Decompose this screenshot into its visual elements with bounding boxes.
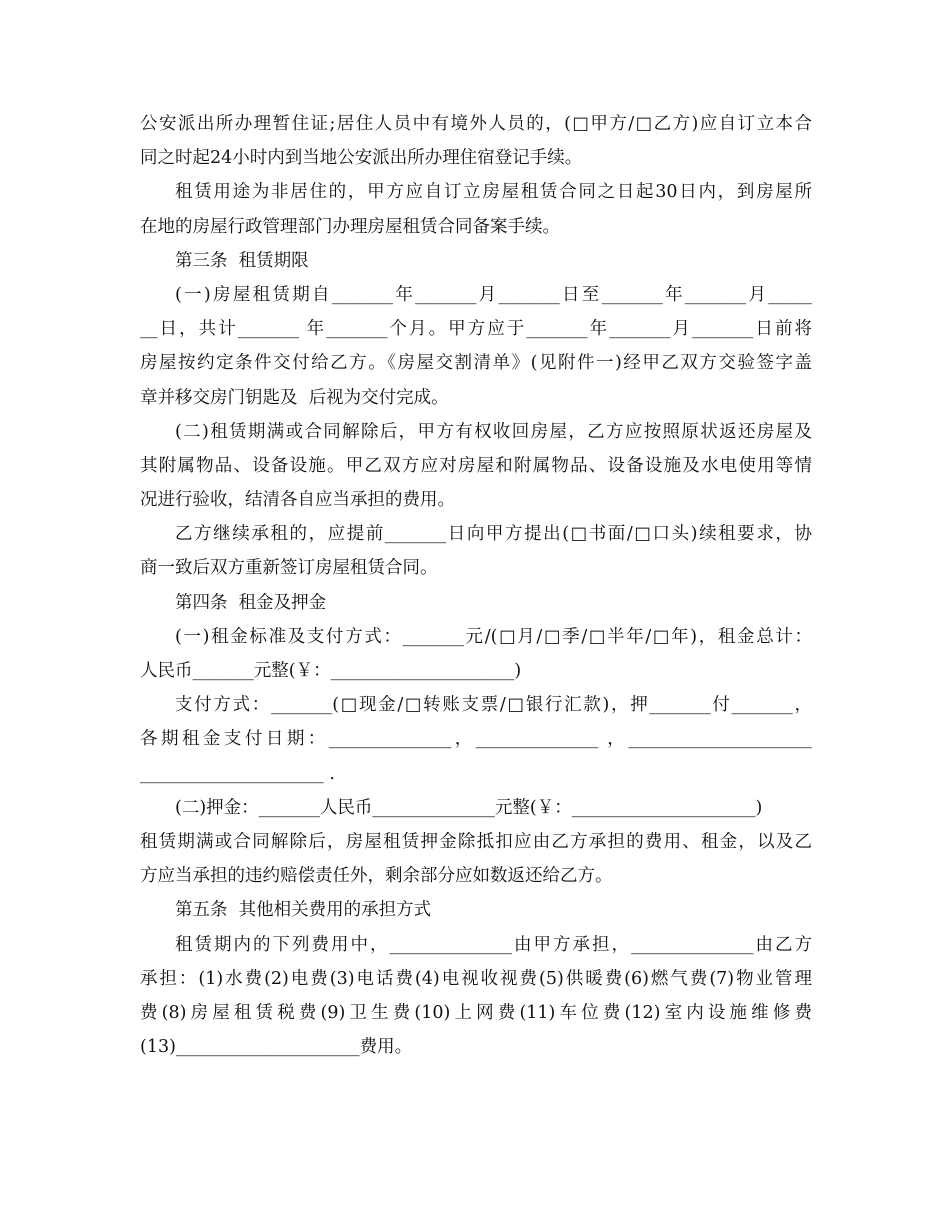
paragraph-line: 在地的房屋行政管理部门办理房屋租赁合同备案手续。 bbox=[140, 216, 560, 237]
paragraph-line: _____________________ . bbox=[140, 763, 335, 784]
paragraph-line: 租赁期满或合同解除后，房屋租赁押金除抵扣应由乙方承担的费用、租金，以及乙 bbox=[140, 831, 812, 852]
paragraph-line: 租赁期内的下列费用中，______________由甲方承担，______________由乙方 bbox=[175, 934, 812, 955]
paragraph-line: (一)房屋租赁期自_______年_______月_______日至_______年_______月_____ bbox=[175, 284, 812, 305]
paragraph-line: 支付方式：_______(□现金/□转账支票/□银行汇款)，押_______付_______， bbox=[175, 695, 812, 716]
paragraph-line: 方应当承担的违约赔偿责任外，剩余部分应如数返还给乙方。 bbox=[140, 866, 613, 887]
paragraph-line: 同之时起24小时内到当地公安派出所办理住宿登记手续。 bbox=[140, 148, 583, 169]
paragraph-line: (二)租赁期满或合同解除后，甲方有权收回房屋，乙方应按照原状返还房屋及 bbox=[175, 421, 812, 442]
paragraph-line: (一)租金标准及支付方式：_______元/(□月/□季/□半年/□年)，租金总计： bbox=[175, 626, 812, 647]
paragraph-line: 况进行验收，结清各自应当承担的费用。 bbox=[140, 490, 455, 511]
paragraph-line: (二)押金：_______人民币______________元整(￥：_____________________) bbox=[175, 797, 763, 818]
section-heading: 第三条 租赁期限 bbox=[175, 250, 309, 271]
paragraph-line: 章并移交房门钥匙及 后视为交付完成。 bbox=[140, 387, 449, 408]
section-heading: 第四条 租金及押金 bbox=[175, 592, 327, 613]
paragraph-line: __日，共计_______ 年_______个月。甲方应于_______年_______月_______日前将 bbox=[140, 319, 812, 340]
paragraph-line: 费(8)房屋租赁税费(9)卫生费(10)上网费(11)车位费(12)室内设施维修费 bbox=[140, 1002, 812, 1023]
paragraph-line: 公安派出所办理暂住证;居住人员中有境外人员的，(□甲方/□乙方)应自订立本合 bbox=[140, 114, 812, 134]
paragraph-line: 各期租金支付日期：______________，______________ ，_____________________ bbox=[140, 729, 812, 750]
paragraph-line: 商一致后双方重新签订房屋租赁合同。 bbox=[140, 558, 438, 579]
paragraph-line: 租赁用途为非居住的，甲方应自订立房屋租赁合同之日起30日内，到房屋所 bbox=[175, 182, 812, 203]
paragraph-line: (13)_____________________费用。 bbox=[140, 1037, 413, 1058]
contract-page bbox=[140, 107, 812, 1064]
paragraph-line: 其附属物品、设备设施。甲乙双方应对房屋和附属物品、设备设施及水电使用等情 bbox=[140, 455, 812, 476]
paragraph-line: 房屋按约定条件交付给乙方。《房屋交割清单》(见附件一)经甲乙双方交验签字盖 bbox=[140, 353, 812, 374]
paragraph-line: 人民币_______元整(￥：_____________________) bbox=[140, 661, 522, 681]
paragraph-line: 承担：(1)水费(2)电费(3)电话费(4)电视收视费(5)供暖费(6)燃气费(7)物业管理 bbox=[140, 968, 812, 989]
paragraph-line: 乙方继续承租的，应提前_______日向甲方提出(□书面/□口头)续租要求，协 bbox=[175, 524, 812, 545]
section-heading: 第五条 其他相关费用的承担方式 bbox=[175, 900, 432, 921]
